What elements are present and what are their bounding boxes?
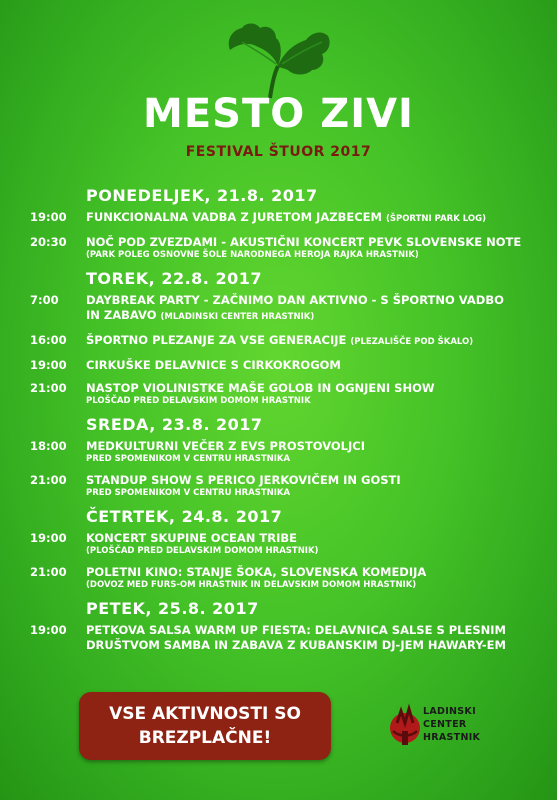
event-location: PRED SPOMENIKOM V CENTRU HRASTNIKA (86, 488, 291, 498)
event-description (86, 473, 531, 499)
youth-center-logo (389, 701, 519, 751)
event-description (86, 381, 531, 407)
event-text: FUNKCIONALNA VADBA Z JURETOM JAZBECEM (86, 210, 382, 224)
logo-line-3: HRASTNIK (423, 732, 481, 743)
event-location: (MLADINSKI CENTER HRASTNIK) (160, 312, 315, 322)
day-wednesday (0, 415, 557, 499)
event-text: NOČ POD ZVEZDAMI - AKUSTIČNI KONCERT PEVK SLOVENSKE NOTE (86, 235, 522, 249)
event-text: NASTOP VIOLINISTKE MAŠE GOLOB IN OGNJENI SHOW (86, 381, 435, 395)
event-time: 16:00 (30, 333, 67, 347)
event-time: 18:00 (30, 439, 67, 453)
event (0, 210, 557, 227)
event-time: 21:00 (30, 473, 67, 487)
oak-leaves-logo-icon (222, 22, 332, 100)
event-time: 7:00 (30, 293, 59, 307)
event (0, 623, 557, 653)
event-text: DAYBREAK PARTY - ZAČNIMO DAN AKTIVNO - S ŠPORTNO VADBO IN ZABAVO (86, 293, 504, 322)
page-title: MESTO ZIVI (143, 91, 414, 137)
event (0, 381, 557, 407)
event-description (86, 565, 531, 591)
event-time: 19:00 (30, 623, 67, 637)
event-description (86, 358, 531, 373)
event-time: 20:30 (30, 235, 67, 249)
event-location: (ŠPORTNI PARK LOG) (385, 214, 486, 224)
event (0, 531, 557, 557)
day-friday (0, 599, 557, 653)
event-location: (DOVOZ MED FURS-OM HRASTNIK IN DELAVSKIM DOMOM HRASTNIK) (86, 580, 417, 590)
event-time: 21:00 (30, 381, 67, 395)
event (0, 439, 557, 465)
event-description (86, 333, 531, 350)
event-description (86, 235, 531, 261)
event (0, 293, 557, 325)
event-location: PLOŠČAD PRED DELAVSKIM DOMOM HRASTNIK (86, 396, 311, 406)
event-location: (PARK POLEG OSNOVNE ŠOLE NARODNEGA HEROJA RAJKA HRASTNIK) (86, 250, 419, 260)
event-text: KONCERT SKUPINE OCEAN TRIBE (86, 531, 297, 545)
event-text: MEDKULTURNI VEČER Z EVS PROSTOVOLJCI (86, 439, 366, 453)
event-time: 19:00 (30, 358, 67, 372)
event (0, 358, 557, 373)
day-tuesday (0, 269, 557, 407)
event-text: ŠPORTNO PLEZANJE ZA VSE GENERACIJE (86, 333, 347, 347)
event-location: (PLOŠČAD PRED DELAVSKIM DOMOM HRASTNIK) (86, 546, 319, 556)
event-time: 21:00 (30, 565, 67, 579)
event-description (86, 210, 531, 227)
event (0, 565, 557, 591)
youth-center-name (423, 705, 480, 744)
event (0, 473, 557, 499)
event-text: CIRKUŠKE DELAVNICE S CIRKOKROGOM (86, 358, 341, 372)
banner-line-1: VSE AKTIVNOSTI SO (109, 704, 301, 724)
day-title: PETEK, 25.8. 2017 (86, 599, 259, 618)
festival-subtitle: FESTIVAL ŠTUOR 2017 (185, 144, 372, 160)
event-text: PETKOVA SALSA WARM UP FIESTA: DELAVNICA SALSE S PLESNIM DRUŠTVOM SAMBA IN ZABAVA Z KUBANSKIM DJ-JEM HAWARY-EM (86, 623, 506, 652)
event-description (86, 531, 531, 557)
day-title: ČETRTEK, 24.8. 2017 (86, 507, 283, 526)
day-title: TOREK, 22.8. 2017 (86, 269, 262, 288)
day-title: SREDA, 23.8. 2017 (86, 415, 263, 434)
day-title: PONEDELJEK, 21.8. 2017 (86, 186, 318, 205)
event-location: (PLEZALIŠČE POD ŠKALO) (350, 337, 474, 347)
event-time: 19:00 (30, 210, 67, 224)
event (0, 333, 557, 350)
logo-line-2: CENTER (423, 719, 467, 730)
event-description (86, 293, 506, 325)
event-description (86, 623, 516, 653)
free-activities-banner (79, 692, 331, 760)
schedule (0, 186, 557, 661)
day-thursday (0, 507, 557, 591)
event-text: POLETNI KINO: STANJE ŠOKA, SLOVENSKA KOMEDIJA (86, 565, 427, 579)
event-time: 19:00 (30, 531, 67, 545)
event-description (86, 439, 531, 465)
event-location: PRED SPOMENIKOM V CENTRU HRASTNIKA (86, 454, 291, 464)
logo-line-1: LADINSKI (423, 706, 476, 717)
event (0, 235, 557, 261)
banner-line-2: BREZPLAČNE! (138, 728, 272, 748)
day-monday (0, 186, 557, 261)
event-text: STANDUP SHOW S PERICO JERKOVIČEM IN GOSTI (86, 473, 401, 487)
